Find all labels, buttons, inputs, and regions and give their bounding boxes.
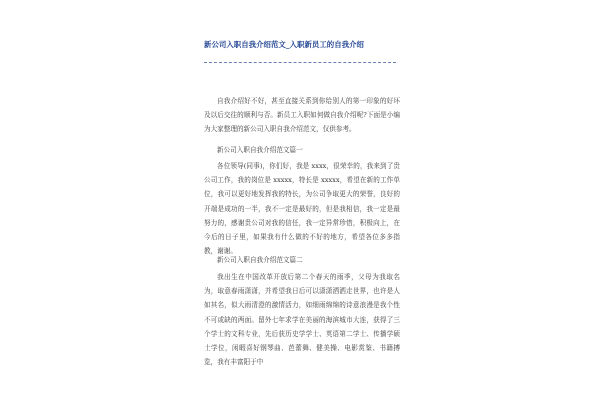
title-divider [204, 62, 396, 63]
section-2-paragraph: 我出生在中国改革开放后第二个春天的雨季，父母为我取名为，取意春雨潇潇，并希望我日后可以潇潇洒洒走世界，也许是人如其名，似大雨清澄的激情活力，如细雨绵绵的诗意浪漫是我个性不可或缺的两面。留外七年求学在美丽的海滨城市大连，获得了三个学士的文科专业，先后获历史学学士、英语第二学士、传播学硕士学位，闲暇喜好钢琴曲、芭蕾舞、健美操、电影赏鉴、书籍搏览，我有丰富阳于中 [204, 273, 400, 367]
section-heading-2: 新公司入职自我介绍范文篇二 [217, 256, 303, 264]
section-1-paragraph: 各位领导(同事)，你们好，我是 xxxx，很荣幸的，我来到了贵公司工作，我的岗位是 xxxxx，特长是 xxxxx，希望在新的工作单位，我可以更好地发挥我的特长，为公司争取更大的荣誉，良好的开端是成功的一半，我不一定是最好的，但是我相信，我一定是最努力的，感谢贵公司对我的信任，我一定异常珍惜，积极向上，在今后的日子里，如果我有什么做的不好的地方，希望各位多多指教，谢谢。 [204, 162, 400, 256]
section-heading-1: 新公司入职自我介绍范文篇一 [217, 146, 303, 154]
page-title: 新公司入职自我介绍范文_入职新员工的自我介绍 [204, 40, 365, 49]
intro-paragraph: 自我介绍好不好，甚至直接关系到你给别人的第一印象的好坏及以后交往的顺利与否。新员工入职如何做自我介绍呢?下面是小编为大家整理的新公司入职自我介绍范文，仅供参考。 [204, 97, 400, 134]
